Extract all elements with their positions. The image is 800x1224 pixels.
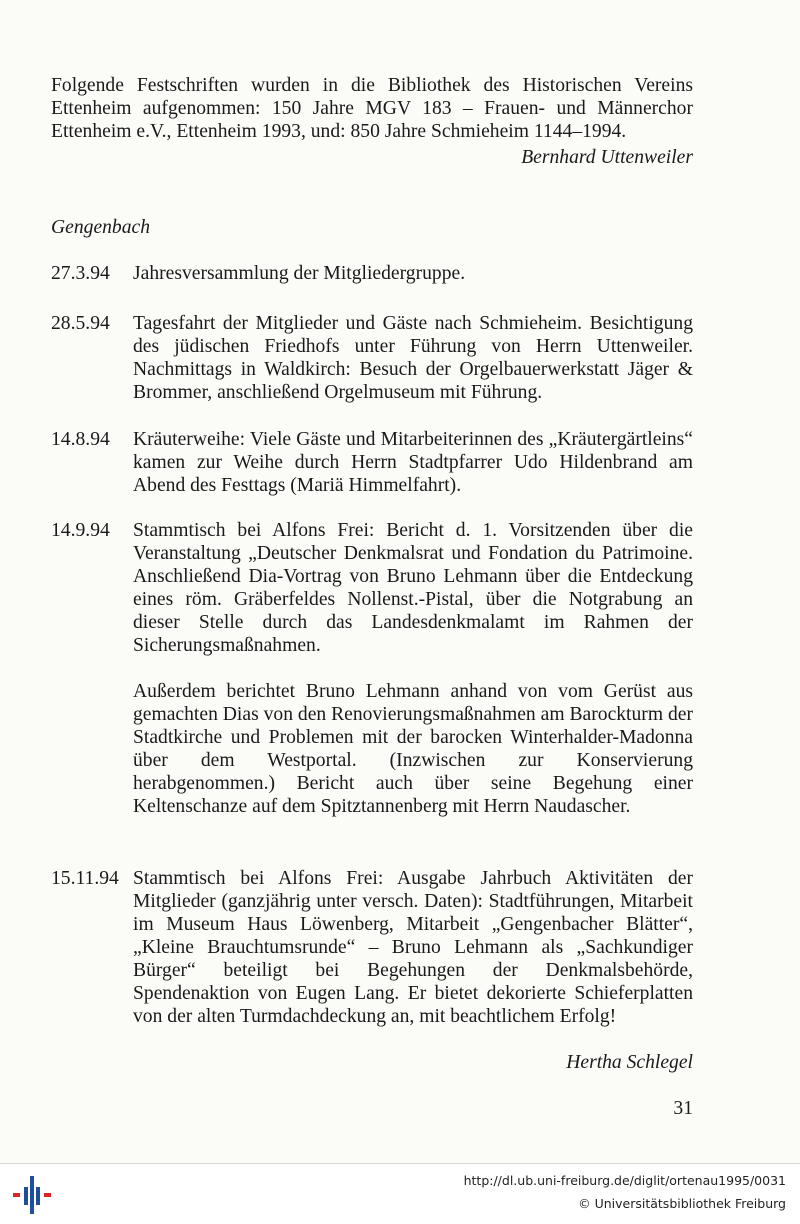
entry-date: 15.11.94 xyxy=(51,868,119,889)
entry-paragraph: Kräuterweihe: Viele Gäste und Mitarbeiterinnen des „Kräutergärtleins“ kamen zur Weihe durch Herrn Stadtpfarrer Udo Hildenbrand am Abend des Festtags (Mariä Himmelfahrt). xyxy=(133,429,693,496)
source-url-link[interactable]: http://dl.ub.uni-freiburg.de/diglit/ortenau1995/0031 xyxy=(463,1173,786,1188)
entry-date: 28.5.94 xyxy=(51,313,110,334)
entry-body xyxy=(133,262,693,285)
entry-paragraph: Stammtisch bei Alfons Frei: Bericht d. 1. Vorsitzenden über die Veranstaltung „Deutscher Denkmalsrat und Fondation du Patrimoine. Anschließend Dia-Vortrag von Bruno Lehmann über die Entdeckung eines röm. Gräberfeldes Nollenst.-Pistal, über die Notgrabung an dieser Stelle durch das Landesdenkmalamt im Rahmen der Sicherungsmaßnahmen. xyxy=(133,520,693,656)
entry-body xyxy=(133,867,693,1028)
intro-paragraph: Folgende Festschriften wurden in die Bibliothek des Historischen Vereins Ettenheim aufgenommen: 150 Jahre MGV 183 – Frauen- und Männerchor Ettenheim e.V., Ettenheim 1993, und: 850 Jahre Schmieheim 1144–1994. xyxy=(51,75,693,142)
footer-bar xyxy=(0,1163,800,1224)
entry xyxy=(51,262,693,285)
entry-date: 27.3.94 xyxy=(51,263,110,284)
entry xyxy=(51,428,693,497)
entry xyxy=(51,519,693,818)
entry-paragraph: Jahresversammlung der Mitgliedergruppe. xyxy=(133,263,466,284)
ub-freiburg-logo-icon xyxy=(10,1173,54,1217)
entry xyxy=(51,867,693,1028)
author-signature: Hertha Schlegel xyxy=(566,1052,693,1073)
entry-date: 14.9.94 xyxy=(51,520,110,541)
entry xyxy=(51,312,693,404)
entry-paragraph: Außerdem berichtet Bruno Lehmann anhand von vom Gerüst aus gemachten Dias von den Renovierungsmaßnahmen am Barockturm der Stadtkirche und Problemen mit der barocken Winterhalder-Madonna über dem Westportal. (Inzwischen zur Konservierung herabgenommen.) Bericht auch über seine Begehung einer Keltenschanze auf dem Spitztannenberg mit Herrn Naudascher. xyxy=(133,681,693,817)
entry-body xyxy=(133,428,693,497)
page-number: 31 xyxy=(673,1098,693,1119)
entry-body xyxy=(133,519,693,818)
entry-paragraph: Tagesfahrt der Mitglieder und Gäste nach Schmieheim. Besichtigung des jüdischen Friedhofs unter Führung von Herrn Uttenweiler. Nachmittags in Waldkirch: Besuch der Orgelbauerwerkstatt Jäger & Brommer, anschließend Orgelmuseum mit Führung. xyxy=(133,313,693,403)
section-title: Gengenbach xyxy=(51,217,151,238)
copyright-notice: © Universitätsbibliothek Freiburg xyxy=(578,1196,786,1211)
entry-paragraph: Stammtisch bei Alfons Frei: Ausgabe Jahrbuch Aktivitäten der Mitglieder (ganzjährig unter versch. Daten): Stadtführungen, Mitarbeit im Museum Haus Löwenberg, Mitarbeit „Gengenbacher Blätter“, „Kleine Brauchtumsrunde“ – Bruno Lehmann als „Sachkundiger Bürger“ beteiligt bei Begehungen der Denkmalsbehörde, Spendenaktion von Eugen Lang. Er bietet dekorierte Schieferplatten von der alten Turmdachdeckung an, mit beachtlichem Erfolg! xyxy=(133,868,693,1027)
author-signature: Bernhard Uttenweiler xyxy=(521,147,693,168)
entry-body xyxy=(133,312,693,404)
entry-date: 14.8.94 xyxy=(51,429,110,450)
